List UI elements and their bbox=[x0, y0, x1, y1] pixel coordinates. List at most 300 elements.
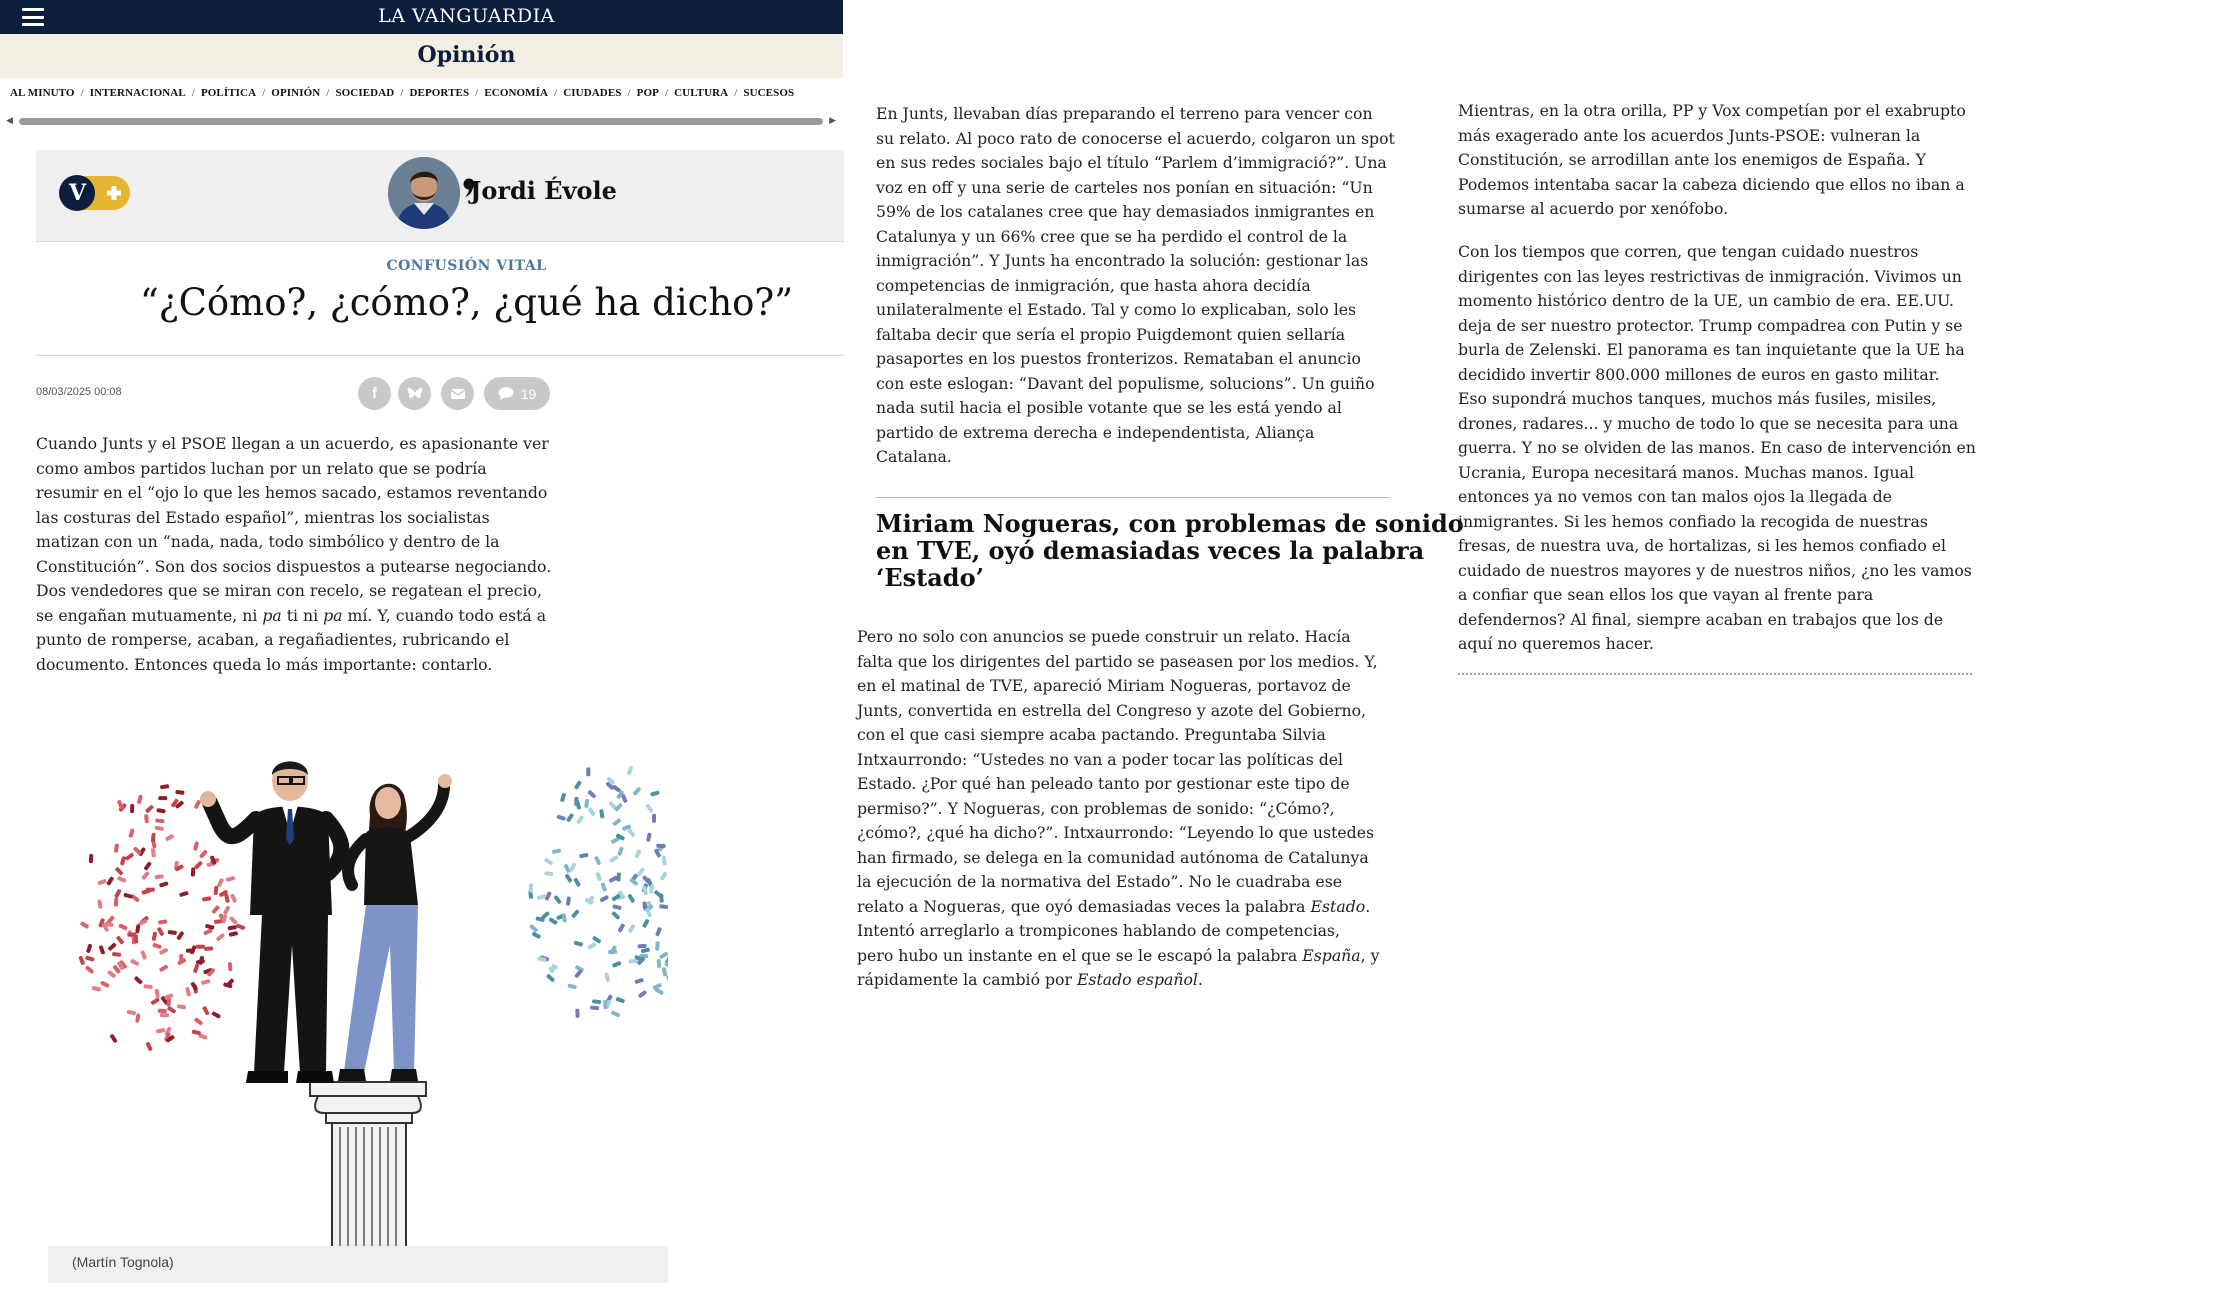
email-share-button[interactable] bbox=[441, 377, 474, 410]
text-line: competencias de inmigración, que hasta ahora decidía bbox=[876, 275, 1311, 295]
italic-word: pa bbox=[262, 605, 282, 625]
confetti-piece bbox=[118, 923, 128, 930]
text-line: Pero no solo con anuncios se puede construir un relato. Hacía bbox=[857, 627, 1351, 646]
confetti-piece bbox=[612, 904, 622, 910]
confetti-piece bbox=[216, 933, 225, 942]
confetti-piece bbox=[127, 1010, 137, 1016]
confetti-piece bbox=[116, 935, 125, 945]
confetti-piece bbox=[544, 857, 554, 865]
text-line: con el que casi siempre acaba pactando. Preguntaba Silvia bbox=[857, 725, 1326, 744]
confetti-piece bbox=[112, 952, 121, 957]
confetti-piece bbox=[175, 790, 184, 795]
comments-button[interactable] bbox=[484, 377, 550, 410]
facebook-icon: f bbox=[372, 385, 377, 402]
image-caption: (Martín Tognola) bbox=[72, 1254, 174, 1270]
confetti-piece bbox=[211, 1011, 221, 1019]
confetti-piece bbox=[656, 844, 665, 848]
confetti-piece bbox=[556, 814, 566, 821]
text-line: inmigración”. Y Junts ha encontrado la solución: gestionar las bbox=[876, 251, 1369, 270]
text-line bbox=[36, 604, 551, 629]
confetti-piece bbox=[660, 871, 668, 881]
text-line: nada sutil hacia el posible votante que se les está yendo al bbox=[876, 398, 1342, 417]
confetti-piece bbox=[592, 936, 602, 944]
confetti-piece bbox=[552, 848, 562, 854]
confetti-piece bbox=[564, 873, 572, 883]
confetti-piece bbox=[127, 932, 136, 936]
confetti-piece bbox=[226, 876, 236, 882]
confetti-piece bbox=[99, 945, 106, 955]
text-line bbox=[857, 895, 1379, 920]
confetti-piece bbox=[661, 967, 667, 977]
confetti-piece bbox=[594, 856, 602, 866]
confetti-piece bbox=[97, 879, 107, 886]
confetti-piece bbox=[152, 931, 158, 941]
confetti-piece bbox=[160, 784, 170, 789]
text-line: su relato. Al poco rato de conocerse el acuerdo, colgaron un spot bbox=[876, 128, 1395, 148]
text-line: a confiar que sean ellos los que vayan al frente para bbox=[1458, 585, 1874, 604]
text-run: relato a Nogueras, que oyó demasiadas veces la palabra bbox=[857, 896, 1311, 916]
text-line: documento. Entonces queda lo más importante: contarlo. bbox=[36, 654, 493, 674]
confetti-piece bbox=[659, 951, 668, 959]
confetti-piece bbox=[599, 895, 609, 903]
column-illustration bbox=[310, 1082, 426, 1247]
text-line: fresas, de nuestra uva, de hortalizas, si les hemos confiado el bbox=[1458, 536, 1947, 555]
divider bbox=[876, 497, 1390, 498]
confetti-piece bbox=[574, 780, 582, 790]
confetti-piece bbox=[130, 804, 134, 813]
italic-word: España bbox=[1302, 945, 1361, 965]
text-line: como ambos partidos luchan por un relato que se podría bbox=[36, 458, 487, 478]
paragraph-ue bbox=[1458, 240, 1976, 657]
text-line: sumarse al acuerdo por xenófobo. bbox=[1458, 199, 1729, 218]
confetti-piece bbox=[141, 871, 150, 880]
confetti-piece bbox=[553, 895, 562, 905]
section-title[interactable]: Opinión bbox=[417, 42, 516, 68]
facebook-share-button[interactable] bbox=[358, 377, 391, 410]
text-line: Dos vendedores que se miran con recelo, se regatean el precio, bbox=[36, 581, 542, 600]
confetti-piece bbox=[107, 942, 116, 951]
confetti-piece bbox=[659, 904, 668, 909]
text-line: En Junts, llevaban días preparando el terreno para vencer con bbox=[876, 104, 1373, 123]
confetti-piece bbox=[569, 862, 577, 872]
confetti-piece bbox=[151, 848, 156, 857]
confetti-piece bbox=[107, 970, 117, 979]
confetti-piece bbox=[641, 948, 651, 954]
confetti-piece bbox=[617, 846, 624, 856]
text-line: Mientras, en la otra orilla, PP y Vox competían por el exabrupto bbox=[1458, 101, 1966, 120]
text-run: se engañan mutuamente, ni bbox=[36, 605, 263, 625]
confetti-piece bbox=[190, 981, 198, 991]
confetti-piece bbox=[114, 889, 122, 899]
confetti-piece bbox=[546, 974, 555, 983]
text-line: Estado. ¿Por qué han peleado tanto por gestionar este tipo de bbox=[857, 774, 1350, 793]
confetti-piece bbox=[156, 808, 166, 814]
avatar[interactable] bbox=[388, 157, 460, 229]
subheading bbox=[876, 510, 1464, 591]
text-line: las costuras del Estado español”, mientras los socialistas bbox=[36, 507, 490, 527]
logo-letter: V bbox=[69, 180, 87, 206]
confetti-piece bbox=[615, 997, 625, 1004]
confetti-piece bbox=[576, 815, 584, 825]
confetti-piece bbox=[584, 799, 589, 808]
dotted-divider bbox=[1458, 673, 1972, 675]
confetti-piece bbox=[177, 1004, 187, 1009]
text-line: Catalunya y un 66% cree que se ha perdido el control de la bbox=[876, 226, 1348, 246]
confetti-piece bbox=[611, 1010, 621, 1017]
confetti-piece bbox=[86, 944, 93, 954]
confetti-piece bbox=[114, 897, 119, 906]
confetti-piece bbox=[529, 883, 533, 892]
text-line: cuidado de nuestros mayores y de nuestros niños, ¿no les vamos bbox=[1458, 560, 1972, 580]
text-line bbox=[857, 968, 1379, 993]
confetti-piece bbox=[137, 795, 143, 805]
confetti-piece bbox=[117, 876, 127, 883]
text-line: Ucrania, Europa necesitará manos. Muchas manos. Igual bbox=[1458, 462, 1914, 482]
subheading-line: en TVE, oyó demasiadas veces la palabra bbox=[876, 536, 1425, 565]
headline: “¿Cómo?, ¿cómo?, ¿qué ha dicho?” bbox=[139, 281, 794, 324]
confetti-piece bbox=[196, 945, 205, 949]
confetti-piece bbox=[645, 803, 654, 813]
confetti-piece bbox=[652, 814, 656, 823]
confetti-piece bbox=[135, 1013, 141, 1023]
confetti-piece bbox=[165, 834, 175, 842]
kicker[interactable]: CONFUSIÓN VITAL bbox=[386, 258, 547, 274]
confetti-right bbox=[528, 766, 668, 1018]
confetti-piece bbox=[160, 1013, 169, 1017]
text-line: en el matinal de TVE, apareció Miriam Nogueras, portavoz de bbox=[857, 676, 1351, 695]
text-line: momento histórico dentro de la UE, un cambio de era. EE.UU. bbox=[1458, 291, 1954, 310]
confetti-piece bbox=[650, 790, 660, 796]
nav-item-sucesos[interactable]: SUCESOS bbox=[743, 87, 795, 99]
confetti-piece bbox=[560, 793, 566, 803]
text-run: ti ni bbox=[281, 605, 324, 625]
scroll-right-icon[interactable]: ▶ bbox=[829, 116, 836, 126]
confetti-piece bbox=[634, 978, 644, 984]
confetti-piece bbox=[544, 871, 553, 876]
text-line: Constitución”. Son dos socios dispuestos a putearse negociando. bbox=[36, 556, 552, 576]
article-illustration[interactable] bbox=[48, 755, 668, 1247]
confetti-piece bbox=[627, 828, 636, 838]
confetti-piece bbox=[152, 943, 162, 950]
confetti-piece bbox=[537, 894, 547, 900]
confetti-piece bbox=[143, 984, 152, 989]
confetti-piece bbox=[586, 767, 590, 776]
confetti-piece bbox=[167, 1006, 177, 1014]
confetti-piece bbox=[143, 861, 152, 871]
text-line: burla de Zelenski. El panorama es tan inquietante que la UE ha bbox=[1458, 340, 1965, 359]
publish-date: 08/03/2025 00:08 bbox=[36, 386, 122, 398]
confetti-piece bbox=[154, 874, 163, 879]
confetti-piece bbox=[611, 911, 620, 920]
confetti-piece bbox=[194, 1017, 204, 1026]
confetti-piece bbox=[145, 804, 154, 813]
confetti-piece bbox=[154, 826, 164, 832]
confetti-piece bbox=[109, 1034, 117, 1044]
confetti-piece bbox=[191, 1029, 201, 1035]
divider bbox=[36, 241, 844, 242]
paragraph-intro bbox=[36, 432, 551, 677]
confetti-piece bbox=[224, 893, 230, 903]
confetti-piece bbox=[157, 927, 165, 937]
confetti-piece bbox=[562, 913, 567, 923]
confetti-piece bbox=[151, 833, 156, 842]
confetti-piece bbox=[608, 950, 617, 955]
text-line: Intentó arreglarlo a trompicones hablando de competencias, bbox=[857, 921, 1340, 940]
text-line: Cuando Junts y el PSOE llegan a un acuerdo, es apasionante ver bbox=[36, 434, 549, 453]
text-line: partido de extrema derecha e independentista, Aliança bbox=[876, 422, 1315, 442]
email-icon bbox=[451, 389, 465, 399]
text-line: aquí no queremos hacer. bbox=[1458, 634, 1654, 653]
confetti-piece bbox=[158, 919, 168, 924]
confetti-piece bbox=[646, 832, 652, 842]
text-line: pasaportes en los puestos fronterizos. Remataban el anuncio bbox=[876, 349, 1361, 368]
confetti-piece bbox=[657, 959, 662, 968]
subheading-line: ‘Estado’ bbox=[876, 563, 984, 592]
text-run: . bbox=[1197, 970, 1203, 989]
nav-item-deportes[interactable]: DEPORTES bbox=[409, 87, 470, 99]
nav-item-ciudades[interactable]: CIUDADES bbox=[563, 87, 622, 99]
confetti-piece bbox=[176, 931, 184, 941]
subheading-line: Miriam Nogueras, con problemas de sonido bbox=[876, 509, 1464, 538]
scroll-thumb[interactable] bbox=[19, 118, 823, 125]
confetti-piece bbox=[228, 962, 233, 971]
text-line: con este eslogan: “Davant del populisme, solucions”. Un guiño bbox=[876, 373, 1375, 393]
confetti-piece bbox=[202, 1006, 210, 1016]
confetti-piece bbox=[114, 843, 119, 853]
vanguardia-plus-logo[interactable] bbox=[58, 174, 132, 212]
text-line: 59% de los catalanes cree que hay demasiados inmigrantes en bbox=[876, 202, 1375, 221]
confetti-piece bbox=[123, 893, 133, 899]
nav-item-economia[interactable]: ECONOMÍA bbox=[484, 87, 549, 99]
text-line: decidido invertir 800.000 millones de euros en gasto militar. bbox=[1458, 364, 1940, 384]
confetti-piece bbox=[616, 872, 621, 881]
confetti-piece bbox=[531, 931, 541, 939]
confetti-piece bbox=[106, 876, 114, 886]
text-run: pero hubo un instante en el que se le escapó la palabra bbox=[857, 945, 1303, 965]
confetti-piece bbox=[144, 814, 149, 823]
confetti-piece bbox=[150, 997, 160, 1005]
confetti-piece bbox=[128, 828, 134, 838]
nav-scrollbar[interactable] bbox=[6, 115, 836, 127]
author-name[interactable]: Jordi Évole bbox=[470, 176, 617, 205]
confetti-piece bbox=[567, 983, 577, 989]
text-line: entonces ya no vemos con tan malos ojos la llegada de bbox=[1458, 487, 1892, 506]
nav-item-politica[interactable]: POLÍTICA bbox=[200, 87, 257, 99]
confetti-piece bbox=[612, 961, 622, 968]
brand-logo[interactable]: LA VANGUARDIA bbox=[378, 5, 555, 27]
confetti-piece bbox=[575, 1009, 579, 1018]
scroll-left-icon[interactable]: ◀ bbox=[6, 116, 13, 126]
confetti-piece bbox=[595, 872, 602, 882]
confetti-piece bbox=[573, 877, 581, 887]
confetti-piece bbox=[202, 896, 212, 902]
confetti-piece bbox=[638, 944, 647, 949]
confetti-piece bbox=[637, 867, 645, 877]
confetti-piece bbox=[566, 896, 571, 905]
nav-item-opinion[interactable]: OPINIÓN bbox=[271, 87, 321, 99]
confetti-piece bbox=[566, 813, 574, 823]
woman-figure bbox=[338, 774, 452, 1081]
confetti-piece bbox=[168, 930, 177, 935]
text-line: ¿cómo?, ¿qué ha dicho?”. Intxaurrondo: “Leyendo lo que ustedes bbox=[857, 823, 1375, 842]
confetti-piece bbox=[600, 882, 607, 892]
confetti-piece bbox=[185, 987, 191, 997]
confetti-piece bbox=[115, 867, 124, 876]
text-line: voz en off y una serie de carteles nos ponían en situación: “Un bbox=[876, 177, 1373, 197]
confetti-piece bbox=[627, 766, 634, 776]
confetti-piece bbox=[227, 925, 237, 930]
nav-item-internacional[interactable]: INTERNACIONAL bbox=[89, 87, 186, 99]
confetti-piece bbox=[156, 1028, 166, 1034]
divider bbox=[36, 355, 844, 356]
text-line: Intxaurrondo: “Ustedes no van a poder tocar las políticas del bbox=[857, 749, 1344, 769]
nav-item-cultura[interactable]: CULTURA bbox=[674, 87, 729, 99]
confetti-piece bbox=[666, 975, 668, 985]
confetti-piece bbox=[655, 941, 660, 950]
confetti-piece bbox=[85, 955, 95, 961]
confetti-piece bbox=[655, 927, 662, 937]
confetti-piece bbox=[223, 905, 231, 915]
nav-item-sociedad[interactable]: SOCIEDAD bbox=[335, 87, 395, 99]
confetti-piece bbox=[587, 942, 597, 950]
comment-icon bbox=[498, 387, 514, 400]
confetti-piece bbox=[230, 893, 237, 903]
nav-item-al-minuto[interactable]: AL MINUTO bbox=[10, 87, 75, 99]
confetti-piece bbox=[632, 787, 641, 796]
confetti-piece bbox=[204, 946, 213, 951]
text-run: rápidamente la cambió por bbox=[857, 970, 1077, 989]
text-line bbox=[857, 944, 1379, 969]
confetti-piece bbox=[100, 981, 110, 989]
confetti-piece bbox=[617, 923, 625, 933]
text-line: han firmado, se delega en la comunidad autónoma de Catalunya bbox=[857, 847, 1369, 867]
text-line: más exagerado ante los acuerdos Junts-PSOE: vulneran la bbox=[1458, 125, 1921, 145]
text-line: inmigrantes. Si les hemos confiado la recogida de nuestras bbox=[1458, 511, 1928, 531]
comment-count: 19 bbox=[520, 385, 537, 402]
confetti-piece bbox=[130, 959, 140, 967]
confetti-piece bbox=[145, 1042, 152, 1052]
confetti-piece bbox=[158, 796, 167, 800]
confetti-piece bbox=[78, 956, 85, 966]
confetti-piece bbox=[85, 965, 94, 974]
confetti-piece bbox=[629, 959, 638, 963]
section-nav: AL MINUTO / INTERNACIONAL / POLÍTICA / OPINIÓN / SOCIEDAD / DEPORTES / ECONOMÍA / CIUDADES / POP / CULTURA / SUCESOS bbox=[10, 87, 795, 99]
confetti-piece bbox=[158, 1009, 167, 1013]
confetti-piece bbox=[214, 886, 219, 895]
text-line: matizan con un “nada, nada, todo simbólico y dentro de la bbox=[36, 532, 500, 551]
confetti-piece bbox=[159, 881, 169, 888]
confetti-piece bbox=[201, 979, 211, 985]
confetti-piece bbox=[574, 940, 584, 946]
confetti-piece bbox=[199, 849, 208, 858]
bluesky-share-button[interactable] bbox=[398, 377, 431, 410]
confetti-piece bbox=[627, 894, 635, 904]
text-line: defendernos? Al final, siempre acaban en trabajos que los de bbox=[1458, 609, 1944, 629]
text-run: mí. Y, cuando todo está a bbox=[342, 605, 547, 625]
confetti-piece bbox=[229, 931, 239, 937]
paragraph-junts-spot bbox=[876, 102, 1395, 470]
text-line: drones, radares... y mucho de todo lo que se necesita para una bbox=[1458, 413, 1959, 433]
confetti-piece bbox=[587, 790, 596, 799]
confetti-piece bbox=[92, 986, 102, 992]
text-line: la ejecución de la normativa del Estado”. No le cuadraba ese bbox=[857, 872, 1343, 891]
confetti-piece bbox=[603, 1000, 607, 1009]
paragraph-nogueras bbox=[857, 625, 1379, 993]
nav-item-pop[interactable]: POP bbox=[636, 87, 659, 99]
italic-word: Estado español bbox=[1076, 970, 1198, 989]
text-run: . bbox=[1365, 896, 1371, 916]
confetti-piece bbox=[194, 800, 202, 810]
confetti-piece bbox=[592, 999, 601, 1004]
text-line: guerra. Y no se olviden de las manos. En caso de intervención en bbox=[1458, 438, 1976, 457]
confetti-piece bbox=[179, 891, 189, 897]
confetti-piece bbox=[193, 841, 199, 851]
confetti-piece bbox=[638, 990, 648, 999]
confetti-piece bbox=[155, 989, 160, 999]
confetti-piece bbox=[642, 919, 650, 929]
text-line: punto de romperse, acaban, a regañadientes, rubricando el bbox=[36, 630, 510, 649]
confetti-piece bbox=[193, 964, 200, 974]
text-line: resumir en el “ojo lo que les hemos sacado, estamos reventando bbox=[36, 483, 548, 502]
confetti-piece bbox=[155, 818, 164, 823]
confetti-piece bbox=[125, 852, 135, 861]
text-run: , y bbox=[1360, 945, 1380, 965]
text-line: en sus redes sociales bajo el título “Parlem d’immigració?”. Una bbox=[876, 153, 1387, 172]
text-line: dirigentes con las leyes restrictivas de inmigración. Vivimos un bbox=[1458, 266, 1962, 286]
text-line: unilateralmente el Estado. Tal y como lo explicaban, solo les bbox=[876, 300, 1357, 319]
text-line: Catalana. bbox=[876, 447, 952, 466]
confetti-piece bbox=[80, 921, 90, 929]
confetti-piece bbox=[97, 899, 103, 909]
confetti-piece bbox=[571, 909, 580, 918]
confetti-piece bbox=[604, 973, 610, 983]
confetti-piece bbox=[662, 856, 667, 865]
paragraph-pp-vox bbox=[1458, 99, 1966, 222]
confetti-piece bbox=[588, 807, 596, 817]
text-line: Constitución, se arrodillan ante los enemigos de España. Y bbox=[1458, 150, 1926, 169]
confetti-piece bbox=[609, 855, 619, 863]
text-line: Junts, convertida en estrella del Congreso y azote del Gobierno, bbox=[857, 700, 1367, 720]
confetti-piece bbox=[134, 976, 143, 985]
text-line: permiso?”. Y Nogueras, con problemas de sonido: “¿Cómo?, bbox=[857, 798, 1335, 818]
italic-word: Estado bbox=[1310, 896, 1366, 916]
italic-word: pa bbox=[323, 605, 343, 625]
confetti-piece bbox=[529, 924, 538, 933]
confetti-piece bbox=[579, 853, 589, 859]
confetti-piece bbox=[211, 905, 220, 914]
confetti-piece bbox=[229, 916, 238, 925]
confetti-piece bbox=[140, 950, 147, 960]
text-line: Podemos intentaba sacar la cabeza diciendo que ellos no iban a bbox=[1458, 174, 1965, 194]
confetti-piece bbox=[89, 854, 93, 863]
confetti-piece bbox=[590, 1005, 599, 1010]
text-line: Eso supondrá muchos tanques, muchos más fusiles, misiles, bbox=[1458, 389, 1937, 408]
text-line: deja de ser nuestro protector. Trump compadrea con Putin y se bbox=[1458, 315, 1963, 335]
confetti-piece bbox=[159, 964, 169, 972]
confetti-piece bbox=[236, 923, 246, 930]
confetti-piece bbox=[612, 818, 622, 827]
confetti-piece bbox=[634, 849, 642, 859]
confetti-piece bbox=[563, 864, 570, 874]
text-line: falta que los dirigentes del partido se paseasen por los medios. Y, bbox=[857, 651, 1378, 671]
confetti-piece bbox=[191, 867, 196, 876]
bluesky-icon bbox=[407, 387, 423, 401]
confetti-piece bbox=[217, 878, 225, 888]
confetti-piece bbox=[120, 856, 126, 866]
confetti-piece bbox=[599, 809, 604, 818]
confetti-piece bbox=[194, 861, 203, 870]
confetti-piece bbox=[628, 924, 636, 934]
